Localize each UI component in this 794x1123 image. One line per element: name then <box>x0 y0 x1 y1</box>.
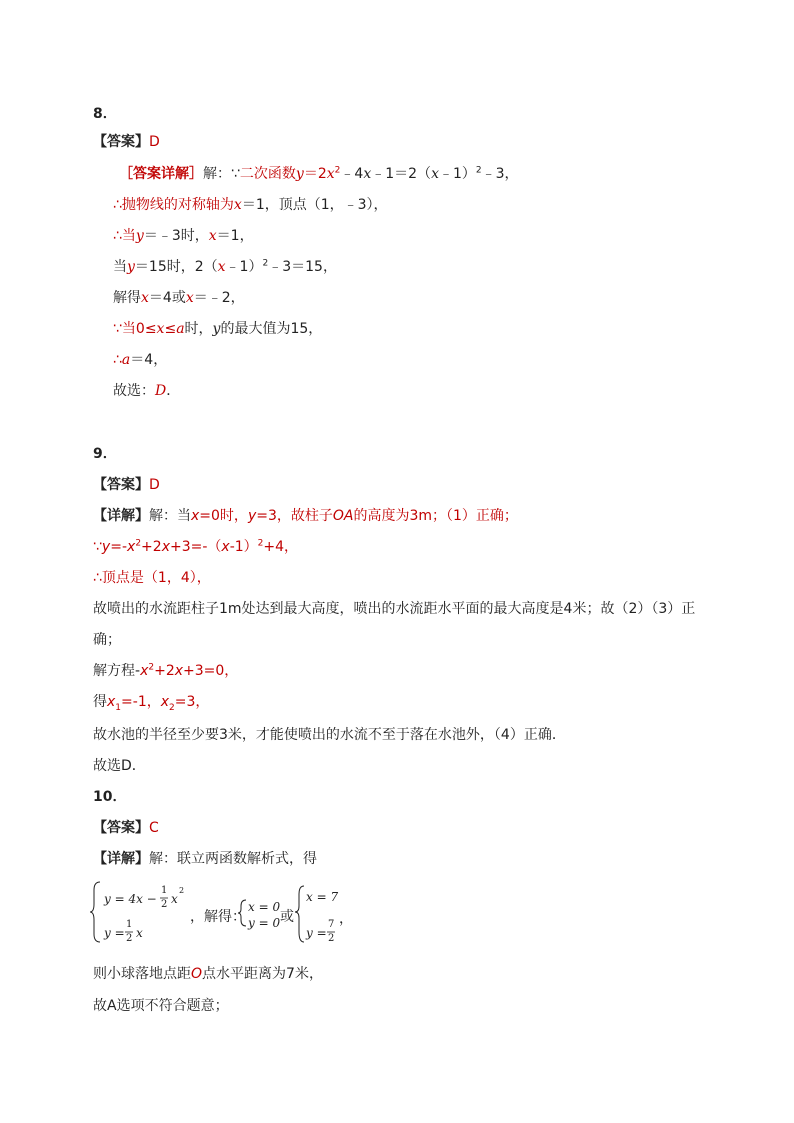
q9-detail-line-5: 确； <box>93 632 121 648</box>
sys3-frac-den: 2 <box>328 933 335 944</box>
q9-detail-line-9: 故选D． <box>93 758 146 774</box>
sys1-frac2-den: 2 <box>126 933 133 944</box>
q8-detail-line-7: ∴a＝4， <box>113 352 168 368</box>
sys1-sup: 2 <box>179 886 185 895</box>
sys-end-comma: ， <box>339 911 353 927</box>
q9-detail-line-6: 解方程$-x^2+2x+3=0$， <box>93 662 239 679</box>
detail-lead: 解：∵ <box>203 166 240 182</box>
sys3-frac-num: 7 <box>328 919 335 930</box>
q9-detail-line-7: 得$x_1=-1$，$x_2=3$， <box>93 694 210 713</box>
q9-detail-line-1: 【详解】解：当x=0时，y=3，故柱子OA的高度为3m；（1）正确； <box>93 508 518 524</box>
q9-detail-line-8: 故水池的半径至少要3米，才能使喷出的水流不至于落在水池外，（4）正确． <box>93 727 566 743</box>
answer-tag: 【答案】 <box>93 134 149 150</box>
q9-detail-line-2: $\because y=-x^2+2x+3=-(x-1)^2+4$， <box>93 538 299 555</box>
q8-detail-line-5: 解得x＝4或x＝﹣2， <box>113 290 245 306</box>
q8-expr-1: 二次函数$y=2x^2$ <box>239 165 341 182</box>
question-8-number: 8． <box>93 106 117 122</box>
sys1-x2: x <box>136 926 143 940</box>
answer-value: D <box>149 134 160 150</box>
detail-tag: ［答案详解］ <box>119 166 203 182</box>
q8-detail-line-6: ∵当0≤x≤a时，y的最大值为15， <box>113 321 323 337</box>
sys1-eq2: y = <box>104 926 125 940</box>
q8-detail-line-3: ∴当y＝﹣3时，x＝1， <box>113 228 254 244</box>
question-10-number: 10． <box>93 789 127 805</box>
sys2-eq1: x = 0 <box>248 900 281 914</box>
q8-detail-line-2: ∴抛物线的对称轴为x＝1，顶点（1，﹣3）， <box>113 197 388 213</box>
solve-label: ，解得： <box>190 909 246 925</box>
q9-answer-line: 【答案】D <box>93 477 160 493</box>
q10-detail-line-3: 故A选项不符合题意； <box>93 998 229 1014</box>
question-9-number: 9． <box>93 446 117 462</box>
q10-detail-line-2: 则小球落地点距O点水平距离为7米， <box>93 966 323 982</box>
q8-answer-line <box>93 132 160 152</box>
sys1-frac2-num: 1 <box>126 919 133 930</box>
q8-detail-line-8: 故选：D． <box>113 383 181 399</box>
q10-detail-line-1: 【详解】解：联立两函数解析式，得 <box>93 851 317 867</box>
q9-detail-line-4: 故喷出的水流距柱子1m处达到最大高度，喷出的水流距水平面的最大高度是4米；故（2）（3）正 <box>93 601 696 617</box>
sys1-frac1-den: 2 <box>161 899 168 910</box>
q8-detail-line-1: ［答案详解］解：∵二次函数$y=2x^2﹣4x﹣1=2(x﹣1)^2﹣3$， <box>119 165 519 182</box>
q10-answer-line: 【答案】C <box>93 820 159 836</box>
q9-detail-line-3: ∴顶点是（1，4）， <box>93 570 211 586</box>
sys3-eq1: x = 7 <box>306 890 339 904</box>
or-label: 或 <box>280 909 294 925</box>
sys3-eq2: y = <box>306 926 327 940</box>
sys1-eq1: y = 4x − <box>104 892 157 906</box>
q8-detail-line-4: 当y＝15时，2（x﹣1）$^2$﹣3＝15， <box>113 258 337 275</box>
sys1-frac1-num: 1 <box>161 885 168 896</box>
sys2-eq2: y = 0 <box>248 916 281 930</box>
sys1-x: x <box>171 892 178 906</box>
q10-equation-system <box>90 876 353 948</box>
